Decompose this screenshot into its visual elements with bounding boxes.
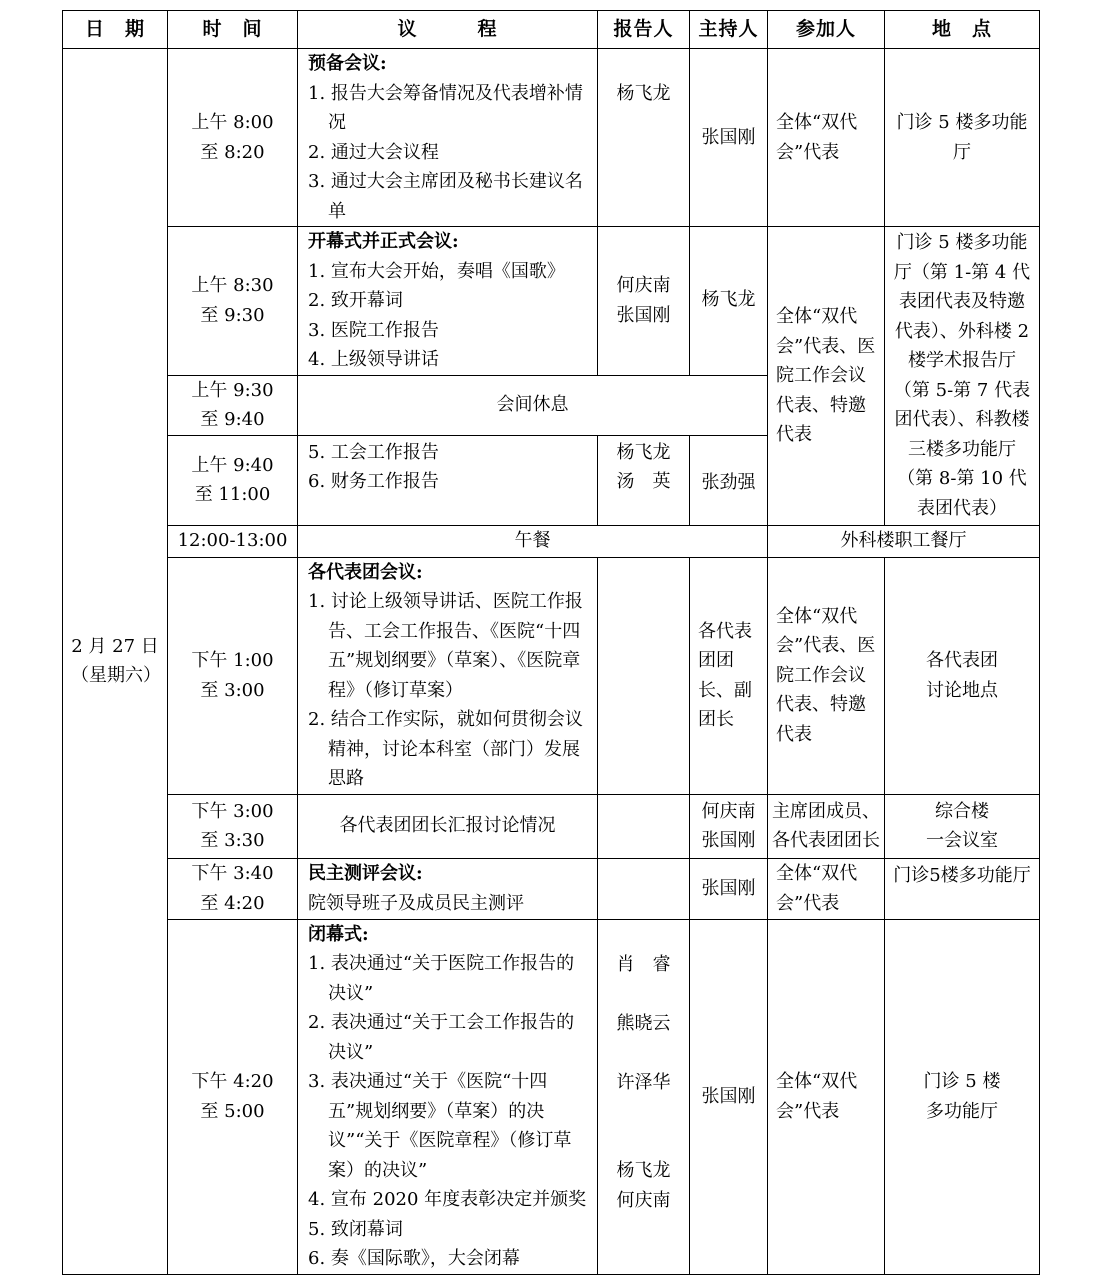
participants-cell: 全体“双代会”代表 <box>768 858 885 919</box>
time-start: 下午 4:20 <box>191 1071 274 1092</box>
time-end: 至 9:30 <box>200 304 265 326</box>
agenda-item: 院领导班子及成员民主测评 <box>308 892 524 914</box>
time-cell <box>168 794 298 858</box>
header-participants: 参加人 <box>768 11 885 49</box>
agenda-title: 各代表团会议: <box>308 561 423 583</box>
time-cell <box>168 557 298 794</box>
reporter-cell <box>598 919 690 1274</box>
header-reporter: 报告人 <box>598 11 690 49</box>
agenda-item: 1. 报告大会筹备情况及代表增补情况 <box>308 82 583 133</box>
header-row <box>63 11 1040 49</box>
reporter-name: 何庆南 <box>616 1189 671 1211</box>
participants-cell: 全体“双代会”代表 <box>768 919 885 1274</box>
spacer <box>606 1097 681 1127</box>
time-start: 下午 1:00 <box>191 650 274 671</box>
time-cell <box>168 227 298 376</box>
time-end: 至 11:00 <box>194 484 271 505</box>
venue-cell: 门诊5楼多功能厅 <box>885 858 1040 919</box>
header-time: 时 间 <box>168 11 298 49</box>
reporter-cell <box>598 435 690 525</box>
date-weekday: （星期六） <box>71 665 161 687</box>
venue-line: 讨论地点 <box>926 679 998 701</box>
participants-cell <box>768 794 885 858</box>
table-row <box>63 858 1040 919</box>
agenda-item: 2. 表决通过“关于工会工作报告的决议” <box>308 1012 575 1063</box>
participants-cell: 全体“双代会”代表 <box>768 49 885 227</box>
reporter-cell <box>598 557 690 794</box>
agenda-item: 3. 表决通过“关于《医院“十四五”规划纲要》（草案）的决议”“关于《医院章程》（修订草案）的决议” <box>308 1071 572 1181</box>
time-end: 至 3:30 <box>200 830 265 851</box>
venue-line: 一会议室 <box>926 830 998 851</box>
venue-line: 多功能厅 <box>926 1100 998 1122</box>
host-cell: 张劲强 <box>690 435 768 525</box>
host-cell: 各代表团团长、副团长 <box>690 557 768 794</box>
agenda-item: 3. 通过大会主席团及秘书长建议名单 <box>308 171 583 222</box>
table-row <box>63 227 1040 376</box>
spacer <box>606 1127 681 1157</box>
time-start: 上午 8:00 <box>191 112 274 133</box>
agenda-item: 5. 工会工作报告 <box>308 441 439 463</box>
date-day: 2 月 27 日 <box>71 635 159 657</box>
reporter-cell: 杨飞龙 <box>598 49 690 227</box>
reporter-cell <box>598 227 690 376</box>
reporter-cell <box>598 794 690 858</box>
time-cell <box>168 919 298 1274</box>
participants-cell: 全体“双代会”代表、医院工作会议代表、特邀代表 <box>768 557 885 794</box>
participants-line: 各代表团团长 <box>772 830 880 851</box>
venue-line: 各代表团 <box>926 650 998 671</box>
table-row <box>63 525 1040 557</box>
agenda-item: 1. 表决通过“关于医院工作报告的决议” <box>308 953 575 1004</box>
table-row <box>63 49 1040 227</box>
agenda-item: 6. 奏《国际歌》，大会闭幕 <box>308 1248 520 1269</box>
header-host: 主持人 <box>690 11 768 49</box>
agenda-item: 4. 上级领导讲话 <box>308 349 439 370</box>
venue-line: 门诊 5 楼 <box>923 1071 1001 1092</box>
agenda-item: 2. 结合工作实际，就如何贯彻会议精神，讨论本科室（部门）发展思路 <box>308 709 583 789</box>
agenda-cell <box>298 919 598 1274</box>
agenda-item: 2. 通过大会议程 <box>308 141 439 163</box>
agenda-cell <box>298 858 598 919</box>
time-start: 下午 3:40 <box>191 863 274 884</box>
time-cell <box>168 49 298 227</box>
time-end: 至 9:40 <box>200 409 265 430</box>
header-date: 日 期 <box>63 11 168 49</box>
table-row <box>63 794 1040 858</box>
agenda-item: 2. 致开幕词 <box>308 290 403 311</box>
time-start: 上午 8:30 <box>191 275 274 297</box>
agenda-item: 3. 医院工作报告 <box>308 319 439 341</box>
participants-line: 主席团成员、 <box>772 800 880 822</box>
spacer <box>606 1038 681 1068</box>
venue-cell: 门诊 5 楼多功能厅 <box>885 49 1040 227</box>
agenda-cell <box>298 227 598 376</box>
agenda-cell: 各代表团团长汇报讨论情况 <box>298 794 598 858</box>
agenda-item: 1. 宣布大会开始，奏唱《国歌》 <box>308 260 565 282</box>
reporter-name: 杨飞龙 <box>616 1160 671 1181</box>
reporter-name: 熊晓云 <box>616 1012 671 1034</box>
host-cell <box>690 794 768 858</box>
host-cell: 张国刚 <box>690 49 768 227</box>
venue-cell <box>885 794 1040 858</box>
table-row <box>63 557 1040 794</box>
header-venue: 地 点 <box>885 11 1040 49</box>
participants-cell: 全体“双代会”代表、医院工作会议代表、特邀代表 <box>768 227 885 526</box>
break-label: 会间休息 <box>298 375 768 435</box>
reporter-name: 张国刚 <box>616 304 671 326</box>
venue-cell <box>885 557 1040 794</box>
lunch-label: 午餐 <box>298 525 768 557</box>
host-cell: 杨飞龙 <box>690 227 768 376</box>
time-end: 至 4:20 <box>200 892 265 914</box>
agenda-table <box>62 10 1040 1275</box>
venue-cell: 门诊 5 楼多功能厅（第 1-第 4 代表团代表及特邀代表）、外科楼 2 楼学术报告厅（第 5-第 7 代表团代表）、科教楼三楼多功能厅（第 8-第 10 代表团代表） <box>885 227 1040 526</box>
time-start: 上午 9:40 <box>191 454 274 476</box>
agenda-cell <box>298 49 598 227</box>
reporter-name: 汤 英 <box>616 471 671 492</box>
time-start: 上午 9:30 <box>191 379 274 401</box>
time-start: 下午 3:00 <box>191 800 274 822</box>
venue-cell: 外科楼职工餐厅 <box>768 525 1040 557</box>
reporter-name: 许泽华 <box>616 1071 671 1093</box>
reporter-name: 肖 睿 <box>616 953 671 975</box>
host-name: 张国刚 <box>701 830 756 851</box>
spacer <box>606 979 681 1009</box>
reporter-cell <box>598 858 690 919</box>
reporter-name: 何庆南 <box>616 275 671 297</box>
agenda-title: 开幕式并正式会议: <box>308 231 459 252</box>
agenda-item: 1. 讨论上级领导讲话、医院工作报告、工会工作报告、《医院“十四五”规划纲要》（草案）、《医院章程》（修订草案） <box>308 591 583 701</box>
agenda-title: 民主测评会议: <box>308 863 423 884</box>
host-cell: 张国刚 <box>690 919 768 1274</box>
header-agenda: 议 程 <box>298 11 598 49</box>
reporter-name: 杨飞龙 <box>616 441 671 463</box>
time-cell <box>168 435 298 525</box>
agenda-cell <box>298 435 598 525</box>
host-name: 何庆南 <box>701 800 756 822</box>
time-cell <box>168 375 298 435</box>
table-row <box>63 919 1040 1274</box>
host-cell: 张国刚 <box>690 858 768 919</box>
agenda-item: 5. 致闭幕词 <box>308 1218 403 1240</box>
agenda-item: 4. 宣布 2020 年度表彰决定并颁奖 <box>308 1189 587 1210</box>
time-end: 至 3:00 <box>200 679 265 701</box>
agenda-cell <box>298 557 598 794</box>
agenda-title: 闭幕式: <box>308 923 369 945</box>
venue-line: 综合楼 <box>935 800 989 822</box>
time-end: 至 8:20 <box>200 141 265 163</box>
agenda-title: 预备会议: <box>308 53 387 74</box>
time-cell <box>168 858 298 919</box>
venue-cell <box>885 919 1040 1274</box>
time-end: 至 5:00 <box>200 1100 265 1122</box>
agenda-item: 6. 财务工作报告 <box>308 471 439 492</box>
date-cell <box>63 49 168 1275</box>
time-cell: 12:00-13:00 <box>168 525 298 557</box>
